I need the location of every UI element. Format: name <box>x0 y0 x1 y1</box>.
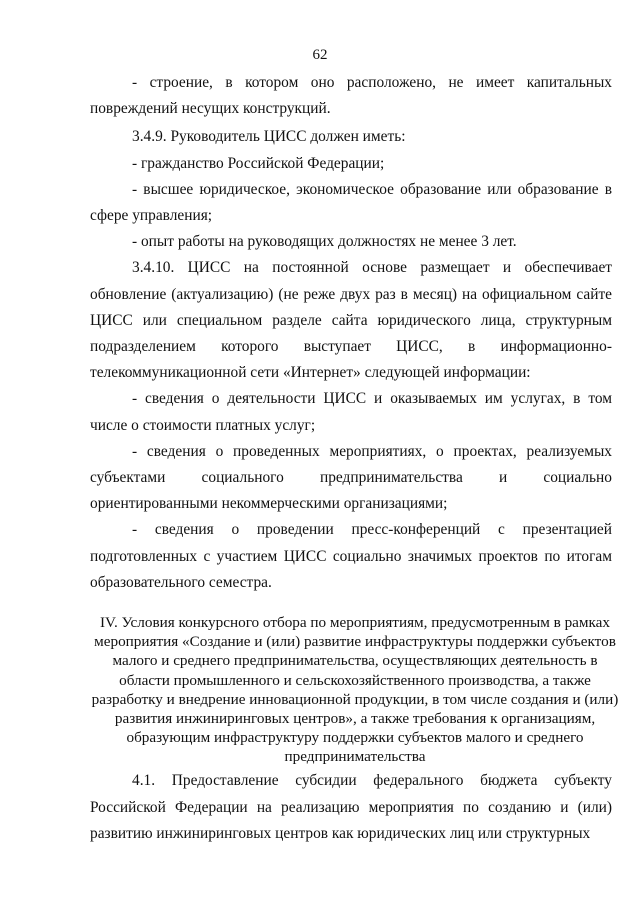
paragraph-subsidy: 4.1. Предоставление субсидии федерального бюджета субъекту Российской Федерации на реализацию мероприятия по созданию и (или) развитию инжиниринговых центров как юридических лиц или структурных <box>90 772 612 842</box>
paragraph-head-requirements: 3.4.9. Руководитель ЦИСС должен иметь: <box>132 128 406 146</box>
paragraph-press-conferences: - сведения о проведении пресс-конференций с презентацией подготовленных с участием ЦИСС социально значимых проектов по итогам образовательного семестра. <box>90 521 612 591</box>
paragraph-citizenship: - гражданство Российской Федерации; <box>132 154 385 172</box>
paragraph-education: - высшее юридическое, экономическое образование или образование в сфере управления; <box>90 180 612 225</box>
tail-text <box>90 768 612 848</box>
section-heading: IV. Условия конкурсного отбора по мероприятиям, предусмотренным в рамках мероприятия «Создание и (или) развитие инфраструктуры поддержки субъектов малого и среднего предпринимательства, осуществляющих деятельность в области промышленного и сельскохозяйственного производства, а также разработку и внедрение инновационной продукции, в том числе создания и (или) развития инжиниринговых центров», а также требования к организациям, образующим инфраструктуру поддержки субъектов малого и среднего предпринимательства <box>91 614 619 766</box>
paragraph-events-info: - сведения о проведенных мероприятиях, о проектах, реализуемых субъектами социального предпринимательства и социально ориентированными некоммерческими организациями; <box>90 442 612 513</box>
paragraph-activity-info: - сведения о деятельности ЦИСС и оказываемых им услугах, в том числе о стоимости платных услуг; <box>90 390 612 434</box>
paragraph-publication-duty: 3.4.10. ЦИСС на постоянной основе размещает и обеспечивает обновление (актуализацию) (не реже двух раз в месяц) на официальном сайте ЦИСС или специальном разделе сайта юридического лица, структурным подразделением которого выступает ЦИСС, в информационно-телекоммуникационной сети «Интернет» следующей информации: <box>90 259 612 382</box>
body-text <box>90 70 612 596</box>
page-number: 62 <box>312 47 328 63</box>
paragraph-building-condition: - строение, в котором оно расположено, не имеет капитальных повреждений несущих конструкций. <box>90 74 612 118</box>
paragraph-experience: - опыт работы на руководящих должностях не менее 3 лет. <box>132 233 517 251</box>
